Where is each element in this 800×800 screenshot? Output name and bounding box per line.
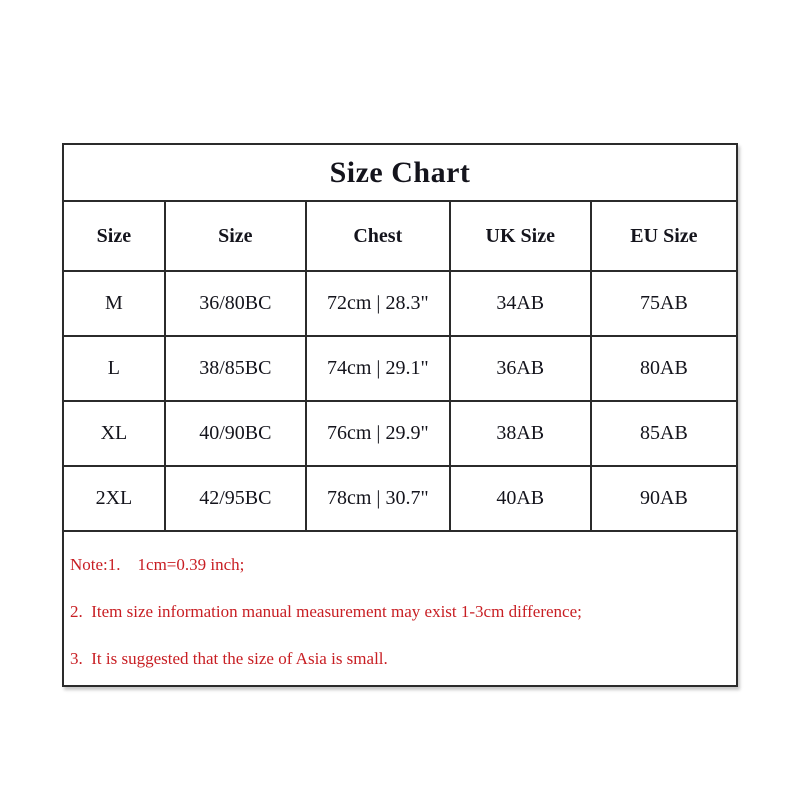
table-cell: M [64,271,165,336]
table-cell: 78cm | 30.7" [306,466,450,531]
table-cell: 38/85BC [165,336,306,401]
column-header-uk-size: UK Size [450,202,591,271]
table-cell: 85AB [591,401,736,466]
size-chart-title: Size Chart [64,145,736,202]
table-cell: 38AB [450,401,591,466]
note-line-1: Note:1. 1cm=0.39 inch; [70,555,245,574]
table-cell: 40/90BC [165,401,306,466]
table-cell: 36/80BC [165,271,306,336]
note-line-2: 2. Item size information manual measurement may exist 1-3cm difference; [70,602,582,621]
table-cell: 75AB [591,271,736,336]
column-header-size-label: Size [64,202,165,271]
table-row-l [64,336,736,401]
table-cell: 34AB [450,271,591,336]
table-cell: L [64,336,165,401]
table-row-m [64,271,736,336]
notes-section [64,532,736,685]
table-cell: XL [64,401,165,466]
table-cell: 42/95BC [165,466,306,531]
size-chart [62,143,738,687]
table-row-2xl [64,466,736,531]
header-row [64,202,736,271]
table-cell: 90AB [591,466,736,531]
table-cell: 72cm | 28.3" [306,271,450,336]
table-cell: 2XL [64,466,165,531]
size-table [64,202,736,532]
table-row-xl [64,401,736,466]
table-cell: 36AB [450,336,591,401]
table-cell: 76cm | 29.9" [306,401,450,466]
note-line-3: 3. It is suggested that the size of Asia is small. [70,649,388,668]
table-cell: 74cm | 29.1" [306,336,450,401]
table-cell: 40AB [450,466,591,531]
column-header-size-number: Size [165,202,306,271]
column-header-chest: Chest [306,202,450,271]
column-header-eu-size: EU Size [591,202,736,271]
table-cell: 80AB [591,336,736,401]
